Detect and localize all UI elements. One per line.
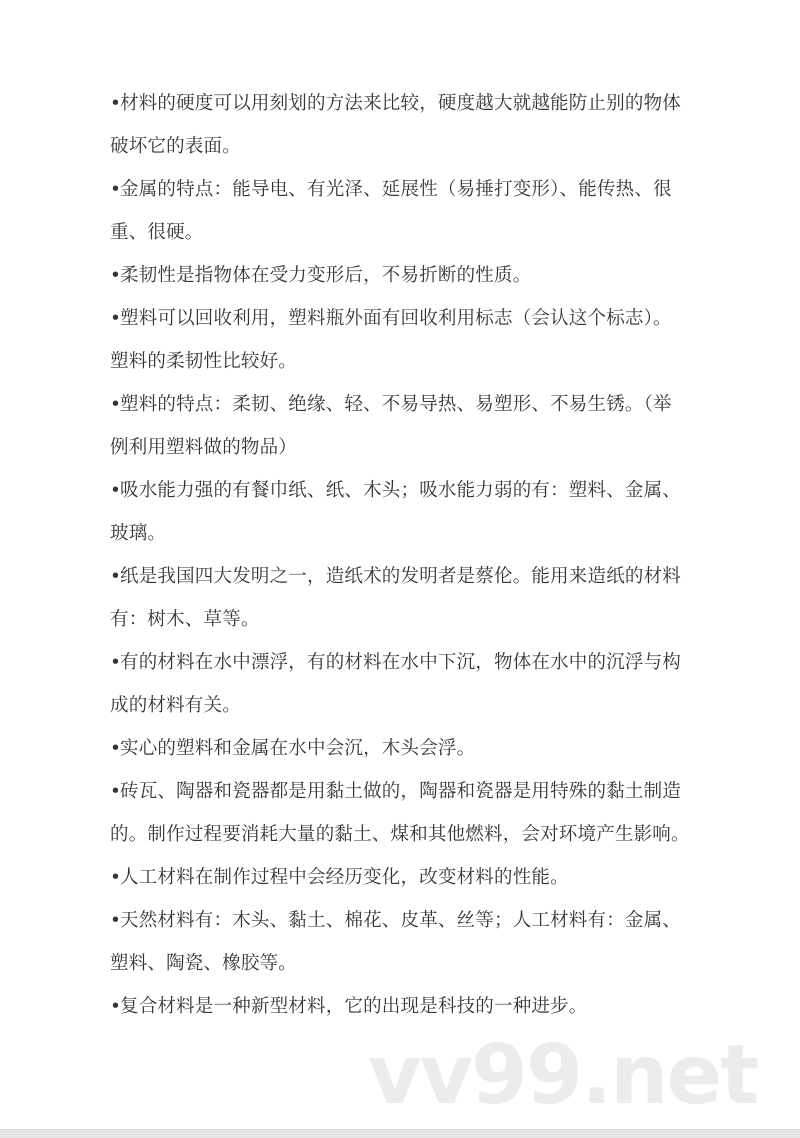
bullet-icon: • xyxy=(110,781,122,802)
bullet-icon: • xyxy=(110,394,122,415)
list-item-text: 破坏它的表面。 xyxy=(110,136,241,157)
list-item-text: 重、很硬。 xyxy=(110,222,204,243)
list-item xyxy=(110,254,710,297)
list-item-text: 有的材料在水中漂浮，有的材料在水中下沉，物体在水中的沉浮与构 xyxy=(120,652,682,673)
list-item-line xyxy=(110,82,710,125)
list-item-line xyxy=(110,254,710,297)
list-item-text: 纸是我国四大发明之一，造纸术的发明者是蔡伦。能用来造纸的材料 xyxy=(120,566,682,587)
list-item xyxy=(110,297,710,383)
bullet-icon: • xyxy=(110,910,122,931)
list-item-continuation xyxy=(110,426,710,469)
list-item-line xyxy=(110,641,710,684)
bullet-icon: • xyxy=(110,566,122,587)
bullet-icon: • xyxy=(110,480,122,501)
watermark: vv99.net xyxy=(368,1028,758,1123)
list-item-line xyxy=(110,899,710,942)
bullet-icon: • xyxy=(110,652,122,673)
list-item-continuation xyxy=(110,942,710,985)
list-item xyxy=(110,469,710,555)
list-item-text: 实心的塑料和金属在水中会沉，木头会浮。 xyxy=(120,738,476,759)
list-item-continuation xyxy=(110,813,710,856)
list-item-line xyxy=(110,985,710,1028)
list-item-continuation xyxy=(110,598,710,641)
list-item-line xyxy=(110,727,710,770)
list-item-text: 塑料、陶瓷、橡胶等。 xyxy=(110,953,298,974)
list-item-line xyxy=(110,469,710,512)
list-item xyxy=(110,856,710,899)
list-item-continuation xyxy=(110,512,710,555)
list-item-text: 塑料的特点：柔韧、绝缘、轻、不易导热、易塑形、不易生锈。（举 xyxy=(120,394,672,415)
bullet-list xyxy=(110,82,710,1028)
list-item xyxy=(110,555,710,641)
list-item xyxy=(110,383,710,469)
bullet-icon: • xyxy=(110,996,122,1017)
list-item-continuation xyxy=(110,211,710,254)
list-item-text: 例利用塑料做的物品） xyxy=(110,437,298,458)
list-item xyxy=(110,770,710,856)
list-item-text: 天然材料有：木头、黏土、棉花、皮革、丝等；人工材料有：金属、 xyxy=(120,910,682,931)
bullet-icon: • xyxy=(110,179,122,200)
list-item-continuation xyxy=(110,340,710,383)
list-item-text: 玻璃。 xyxy=(110,523,167,544)
list-item-text: 砖瓦、陶器和瓷器都是用黏土做的，陶器和瓷器是用特殊的黏土制造 xyxy=(120,781,682,802)
bullet-icon: • xyxy=(110,308,122,329)
list-item-line xyxy=(110,555,710,598)
list-item-text: 有：树木、草等。 xyxy=(110,609,260,630)
list-item xyxy=(110,82,710,168)
list-item-line xyxy=(110,856,710,899)
list-item-text: 塑料的柔韧性比较好。 xyxy=(110,351,298,372)
bullet-icon: • xyxy=(110,867,122,888)
list-item xyxy=(110,641,710,727)
list-item-line xyxy=(110,297,710,340)
bullet-icon: • xyxy=(110,265,122,286)
list-item-text: 金属的特点：能导电、有光泽、延展性（易捶打变形）、能传热、很 xyxy=(120,179,672,200)
list-item-continuation xyxy=(110,684,710,727)
list-item-text: 成的材料有关。 xyxy=(110,695,241,716)
list-item xyxy=(110,727,710,770)
list-item-text: 人工材料在制作过程中会经历变化，改变材料的性能。 xyxy=(120,867,569,888)
list-item-line xyxy=(110,770,710,813)
bullet-icon: • xyxy=(110,738,122,759)
list-item xyxy=(110,168,710,254)
list-item-text: 塑料可以回收利用，塑料瓶外面有回收利用标志（会认这个标志）。 xyxy=(120,308,672,329)
list-item-text: 材料的硬度可以用刻划的方法来比较，硬度越大就越能防止别的物体 xyxy=(120,93,682,114)
list-item-text: 复合材料是一种新型材料，它的出现是科技的一种进步。 xyxy=(120,996,588,1017)
list-item-line xyxy=(110,383,710,426)
list-item-text: 的。制作过程要消耗大量的黏土、煤和其他燃料，会对环境产生影响。 xyxy=(110,824,690,845)
list-item-continuation xyxy=(110,125,710,168)
list-item xyxy=(110,899,710,985)
list-item-text: 柔韧性是指物体在受力变形后，不易折断的性质。 xyxy=(120,265,532,286)
bullet-icon: • xyxy=(110,93,122,114)
list-item-line xyxy=(110,168,710,211)
list-item-text: 吸水能力强的有餐巾纸、纸、木头；吸水能力弱的有：塑料、金属、 xyxy=(120,480,682,501)
list-item xyxy=(110,985,710,1028)
